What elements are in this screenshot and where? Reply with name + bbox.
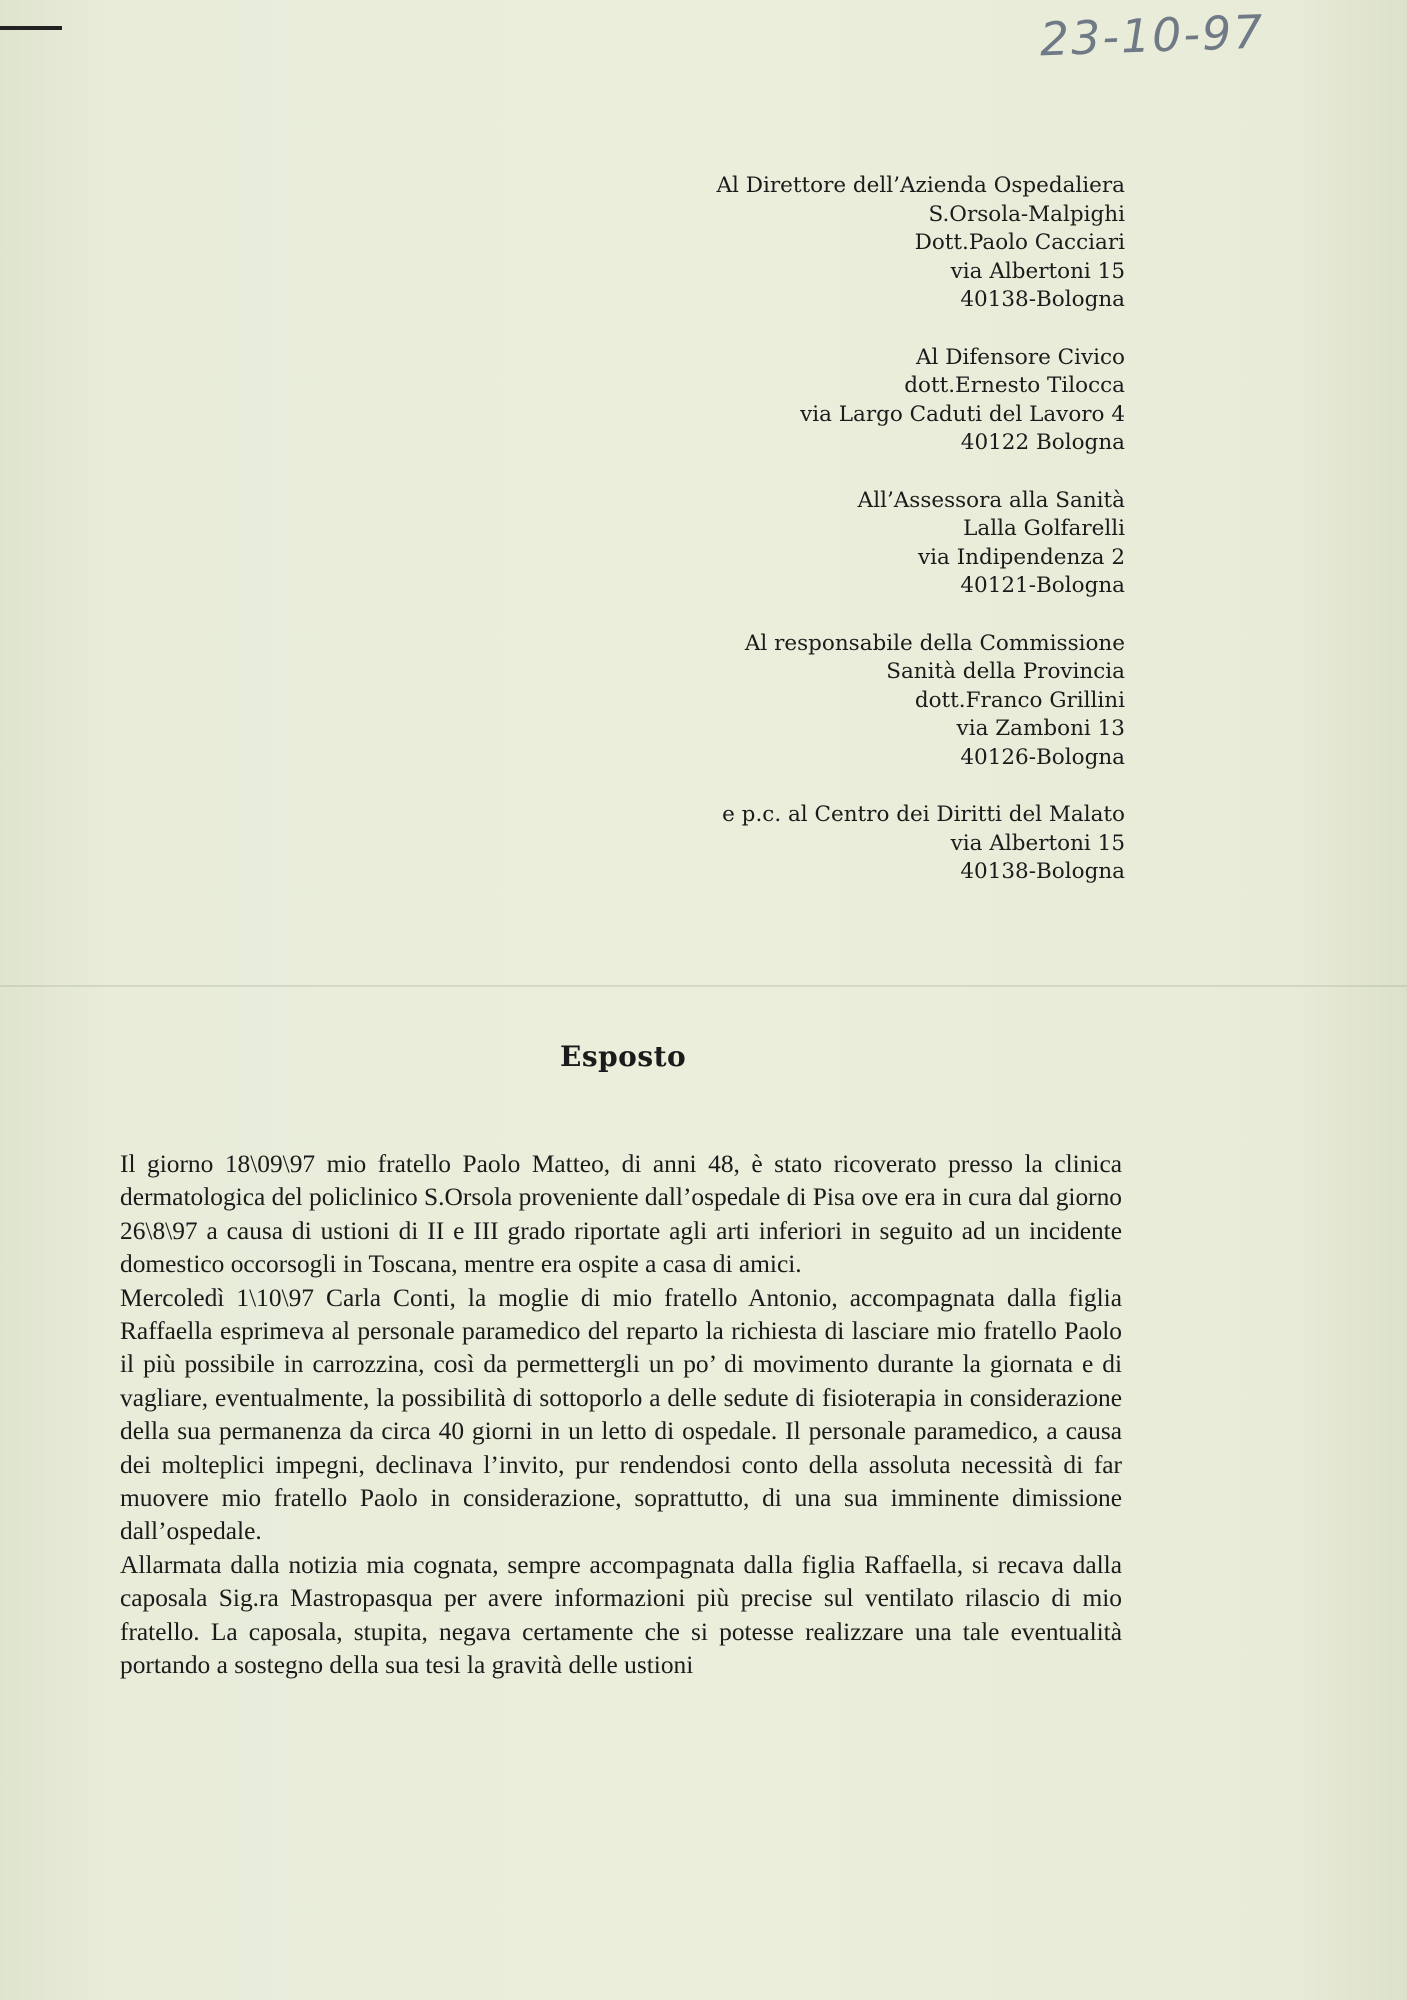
edge-mark (0, 26, 62, 30)
document-title: Esposto (560, 1040, 687, 1073)
recipient-line: 40138-Bologna (960, 287, 1125, 313)
recipient-line: Al Direttore dell’Azienda Ospedaliera (716, 173, 1125, 198)
recipient-line: Al Difensore Civico (915, 344, 1125, 370)
paper-fold-line (0, 985, 1407, 987)
handwritten-date: 23-10-97 (1038, 4, 1266, 67)
body-paragraph: Allarmata dalla notizia mia cognata, sempre accompagnata dalla figlia Raffaella, si recava dalla caposala Sig.ra Mastropasqua per avere informazioni più precise sul ventilato rilascio di mio fratello. La caposala, stupita, negava certamente che si potesse realizzare una tale eventualità portando a sostegno della sua tesi la gravità delle ustioni (120, 1550, 1122, 1680)
recipient-line: e p.c. al Centro dei Diritti del Malato (722, 802, 1125, 828)
recipient-block (485, 172, 1125, 915)
recipient-line: S.Orsola-Malpighi (928, 201, 1125, 227)
recipient-line: 40138-Bologna (960, 859, 1125, 885)
recipient-director (485, 172, 1125, 315)
recipient-line: via Albertoni 15 (950, 258, 1125, 284)
recipient-line: via Largo Caduti del Lavoro 4 (800, 401, 1125, 427)
recipient-line: via Zamboni 13 (956, 716, 1125, 742)
recipient-patient-rights-center (485, 801, 1125, 887)
recipient-commission (485, 630, 1125, 773)
body-paragraph: Mercoledì 1\10\97 Carla Conti, la moglie di mio fratello Antonio, accompagnata dalla figlia Raffaella esprimeva al personale paramedico del reparto la richiesta di lasciare mio fratello Paolo il più possibile in carrozzina, così da permettergli un po’ di movimento durante la giornata e di vagliare, eventualmente, la possibilità di sottoporlo a delle sedute di fisioterapia in considerazione della sua permanenza da circa 40 giorni in un letto di ospedale. Il personale paramedico, a causa dei molteplici impegni, declinava l’invito, pur rendendosi conto della assoluta necessità di far muovere mio fratello Paolo in considerazione, soprattutto, di una sua imminente dimissione dall’ospedale. (120, 1283, 1122, 1546)
recipient-line: via Albertoni 15 (950, 830, 1125, 856)
recipient-line: Sanità della Provincia (886, 659, 1125, 685)
recipient-line: via Indipendenza 2 (918, 544, 1125, 570)
recipient-line: 40126-Bologna (960, 744, 1125, 770)
recipient-line: 40122 Bologna (960, 430, 1125, 456)
recipient-line: Dott.Paolo Cacciari (914, 230, 1125, 256)
recipient-line: dott.Ernesto Tilocca (904, 373, 1125, 399)
recipient-line: dott.Franco Grillini (914, 687, 1125, 713)
document-body (120, 1148, 1122, 1683)
recipient-health-councillor (485, 487, 1125, 601)
recipient-line: 40121-Bologna (960, 573, 1125, 599)
recipient-line: Lalla Golfarelli (963, 516, 1125, 542)
body-paragraph: Il giorno 18\09\97 mio fratello Paolo Matteo, di anni 48, è stato ricoverato presso la clinica dermatologica del policlinico S.Orsola proveniente dall’ospedale di Pisa ove era in cura dal giorno 26\8\97 a causa di ustioni di II e III grado riportate agli arti inferiori in seguito ad un incidente domestico occorsogli in Toscana, mentre era ospite a casa di amici. (120, 1150, 1122, 1279)
recipient-civic-defender (485, 344, 1125, 458)
recipient-line: All’Assessora alla Sanità (857, 487, 1125, 513)
recipient-line: Al responsabile della Commissione (744, 630, 1125, 656)
